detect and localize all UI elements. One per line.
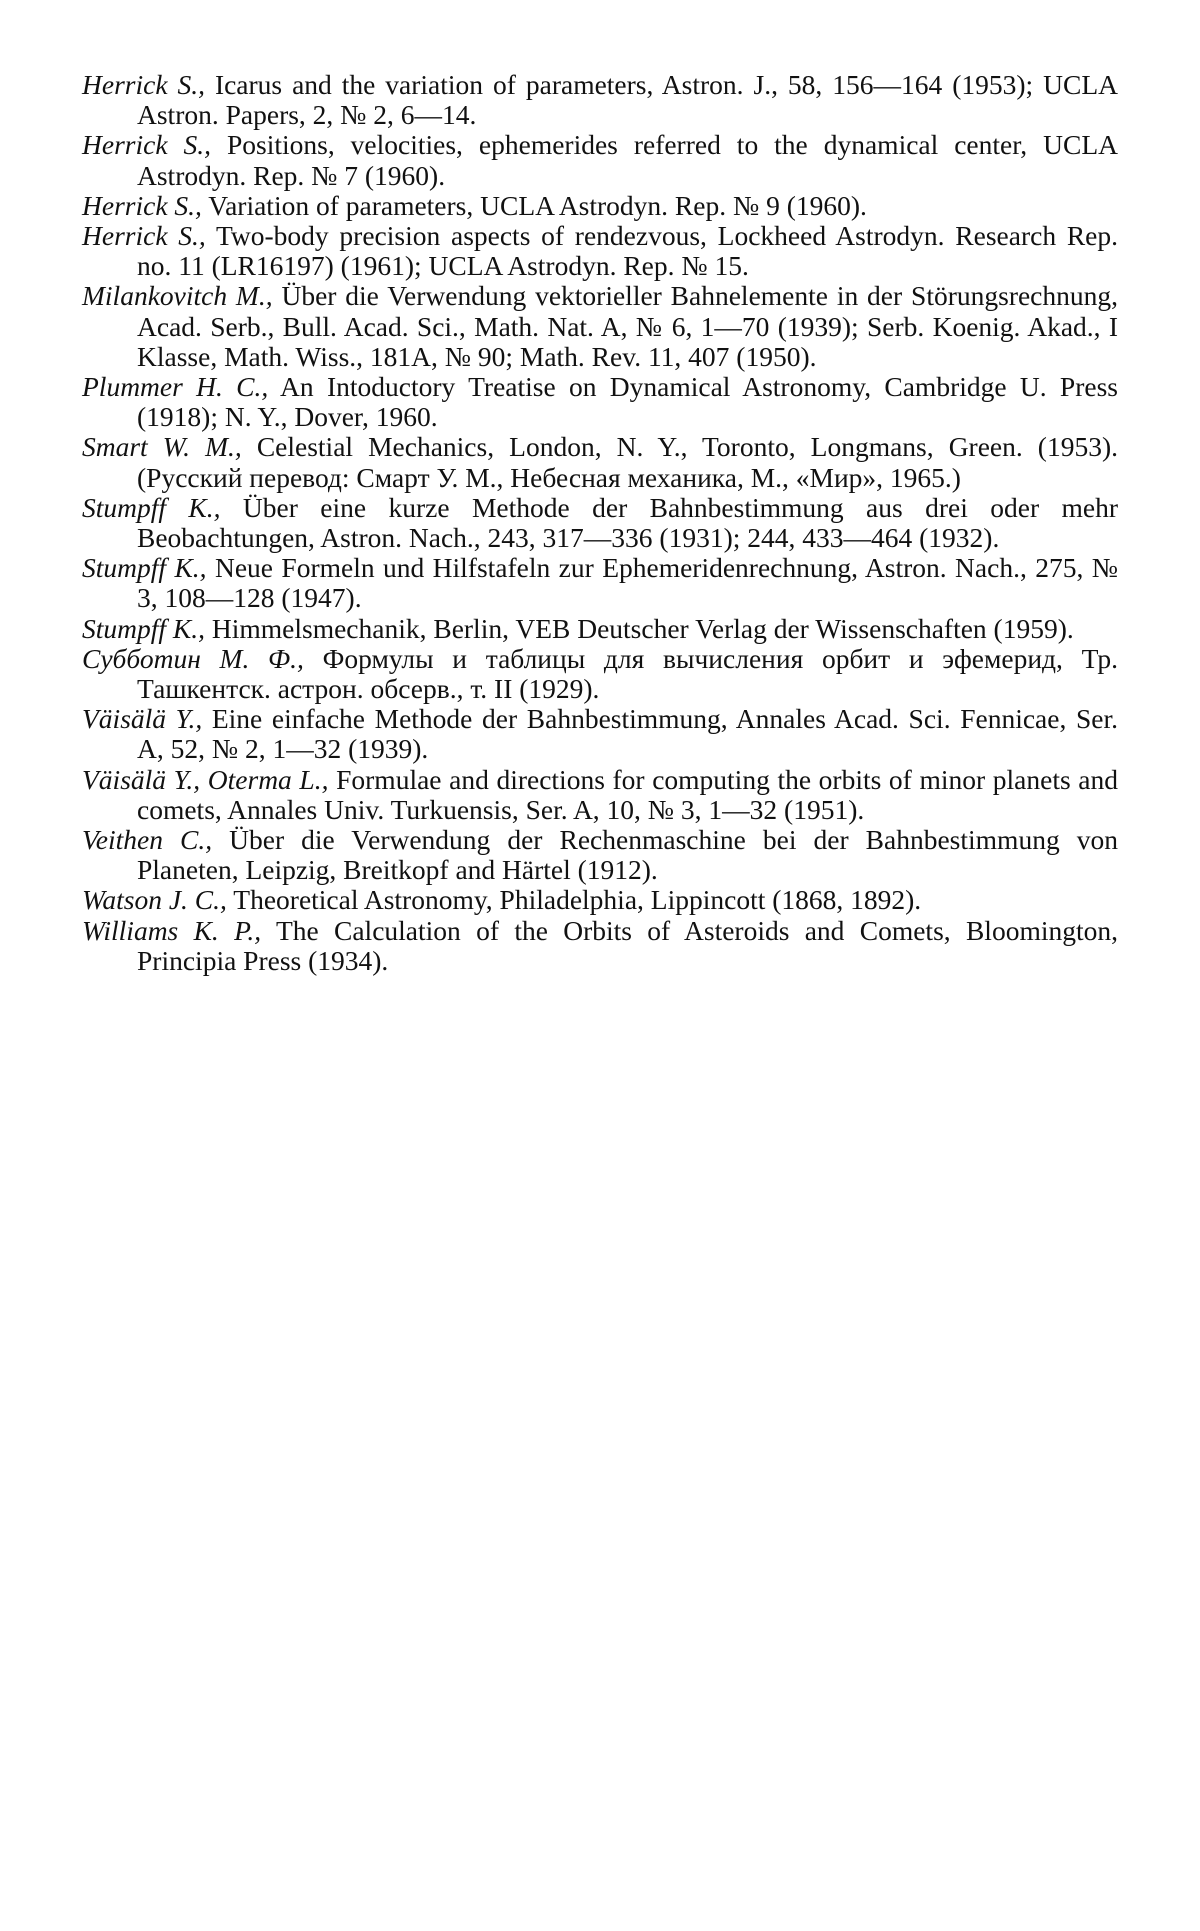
reference-entry xyxy=(82,916,1118,976)
reference-author: Herrick S., xyxy=(82,220,206,252)
reference-text: The Calculation of the Orbits of Asteroids and Comets, Bloomington, Principia Press (1934). xyxy=(137,914,1118,976)
reference-text: Theoretical Astronomy, Philadelphia, Lippincott (1868, 1892). xyxy=(226,884,922,916)
reference-entry xyxy=(82,281,1118,372)
reference-text: Variation of parameters, UCLA Astrodyn. Rep. № 9 (1960). xyxy=(201,189,867,221)
reference-author: Milankovitch M., xyxy=(82,280,273,312)
reference-author: Väisälä Y., Oterma L., xyxy=(82,763,329,795)
reference-entry xyxy=(82,704,1118,764)
reference-entry xyxy=(82,553,1118,613)
reference-entry xyxy=(82,825,1118,885)
reference-author: Watson J. C., xyxy=(82,884,227,916)
reference-entry xyxy=(82,191,1118,221)
reference-author: Plummer H. C., xyxy=(82,371,269,403)
reference-entry xyxy=(82,130,1118,190)
reference-entry xyxy=(82,644,1118,704)
reference-entry xyxy=(82,765,1118,825)
reference-text: Über die Verwendung vektorieller Bahnelemente in der Störungsrechnung, Acad. Serb., Bull. Acad. Sci., Math. Nat. A, № 6, 1—70 (1939); Serb. Koenig. Akad., I Klasse, Math. Wiss., 181A, № 90; Math. Rev. 11, 407 (1950). xyxy=(137,280,1119,372)
reference-list xyxy=(82,70,1118,976)
reference-text: Über eine kurze Methode der Bahnbestimmung aus drei oder mehr Beobachtungen, Astron. Nach., 243, 317—336 (1931); 244, 433—464 (1932). xyxy=(137,491,1119,554)
reference-author: Williams K. P., xyxy=(82,914,262,946)
reference-author: Herrick S., xyxy=(82,189,202,221)
reference-text: Eine einfache Methode der Bahnbestimmung, Annales Acad. Sci. Fennicae, Ser. A, 52, № 2, 1—32 (1939). xyxy=(137,703,1118,765)
reference-author: Herrick S., xyxy=(82,69,205,100)
reference-entry xyxy=(82,432,1118,492)
reference-entry xyxy=(82,614,1118,644)
reference-entry xyxy=(82,493,1118,553)
reference-author: Veithen C., xyxy=(82,824,213,856)
reference-entry xyxy=(82,221,1118,281)
reference-text: Two-body precision aspects of rendezvous, Lockheed Astrodyn. Research Rep. no. 11 (LR16197) (1961); UCLA Astrodyn. Rep. № 15. xyxy=(137,220,1118,282)
reference-author: Smart W. M., xyxy=(82,431,242,463)
reference-text: Celestial Mechanics, London, N. Y., Toronto, Longmans, Green. (1953). (Русский перевод: Смарт У. М., Небесная механика, М., «Мир», 1965.) xyxy=(137,431,1118,493)
reference-entry xyxy=(82,70,1118,130)
reference-author: Herrick S., xyxy=(82,129,211,161)
reference-text: Himmelsmechanik, Berlin, VEB Deutscher Verlag der Wissenschaften (1959). xyxy=(205,612,1074,644)
reference-author: Субботин М. Ф., xyxy=(82,642,304,674)
reference-author: Stumpff K., xyxy=(82,612,205,644)
reference-text: An Intoductory Treatise on Dynamical Astronomy, Cambridge U. Press (1918); N. Y., Dover, 1960. xyxy=(137,371,1118,433)
reference-entry xyxy=(82,885,1118,915)
reference-author: Väisälä Y., xyxy=(82,703,203,735)
reference-text: Positions, velocities, ephemerides referred to the dynamical center, UCLA Astrodyn. Rep. № 7 (1960). xyxy=(137,129,1118,191)
reference-text: Icarus and the variation of parameters, Astron. J., 58, 156—164 (1953); UCLA Astron. Papers, 2, № 2, 6—14. xyxy=(137,69,1118,131)
reference-text: Über die Verwendung der Rechenmaschine bei der Bahnbestimmung von Planeten, Leipzig, Breitkopf and Härtel (1912). xyxy=(137,824,1118,886)
reference-author: Stumpff K., xyxy=(82,552,207,584)
reference-text: Formulae and directions for computing the orbits of minor planets and comets, Annales Univ. Turkuensis, Ser. A, 10, № 3, 1—32 (1951). xyxy=(137,763,1118,825)
reference-author: Stumpff K., xyxy=(82,491,221,523)
reference-text: Neue Formeln und Hilfstafeln zur Ephemeridenrechnung, Astron. Nach., 275, № 3, 108—128 (1947). xyxy=(137,552,1119,614)
reference-text: Формулы и таблицы для вычисления орбит и эфемерид, Тр. Ташкентск. астрон. обсерв., т. II (1929). xyxy=(137,642,1118,705)
reference-entry xyxy=(82,372,1118,432)
bibliography-page xyxy=(82,70,1118,976)
